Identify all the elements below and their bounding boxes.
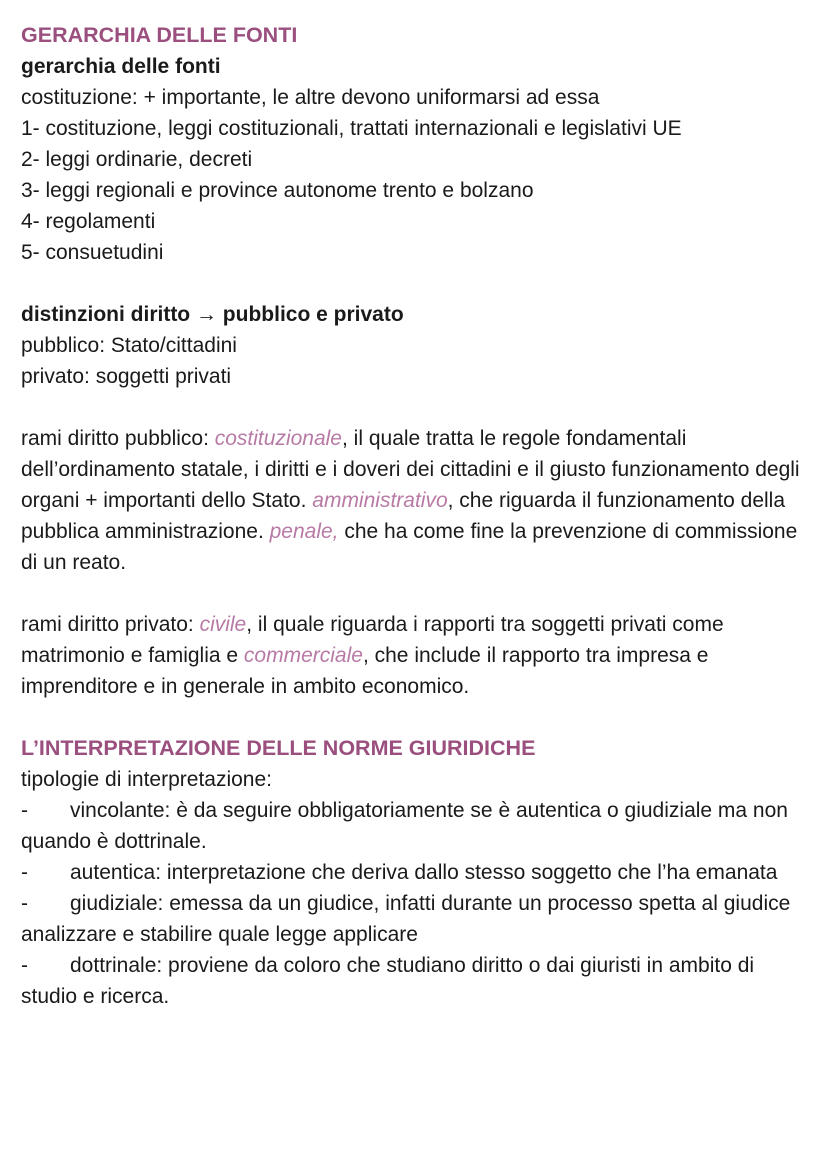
spacer	[21, 578, 804, 609]
bullet-item	[21, 888, 804, 950]
list-item: 2- leggi ordinarie, decreti	[21, 148, 253, 171]
paragraph-rami-pubblico	[21, 423, 804, 578]
paragraph-rami-privato	[21, 609, 804, 702]
subheading-gerarchia: gerarchia delle fonti	[21, 55, 221, 78]
list-item: 1- costituzione, leggi costituzionali, trattati internazionali e legislativi UE	[21, 117, 682, 140]
bullet-text: autentica: interpretazione che deriva dallo stesso soggetto che l’ha emanata	[70, 861, 778, 884]
text-run: , il quale riguarda i rapporti tra soggetti privati come matrimonio e famiglia e	[21, 613, 724, 667]
text-run: , il quale tratta le regole fondamentali dell’ordinamento statale, i diritti e i doveri dei cittadini e il giusto funzionamento degli organi + importanti dello Stato.	[21, 427, 800, 512]
section-heading-gerarchia: GERARCHIA DELLE FONTI	[21, 23, 298, 47]
text-run: , che include il rapporto tra impresa e imprenditore e in generale in ambito economico.	[21, 644, 709, 698]
section-heading-interpretazione: L’INTERPRETAZIONE DELLE NORME GIURIDICHE	[21, 736, 536, 760]
bullet-text: dottrinale: proviene da coloro che studiano diritto o dai giuristi in ambito di studio e ricerca.	[21, 954, 755, 1008]
bullet-text: vincolante: è da seguire obbligatoriamente se è autentica o giudiziale ma non quando è dottrinale.	[21, 799, 788, 853]
text-line: pubblico: Stato/cittadini	[21, 334, 237, 357]
text-run: rami diritto pubblico:	[21, 427, 215, 450]
list-item: 5- consuetudini	[21, 241, 164, 264]
spacer	[21, 268, 804, 299]
bullet-item	[21, 857, 804, 888]
text-run: rami diritto privato:	[21, 613, 200, 636]
spacer	[21, 392, 804, 423]
bullet-dash: -	[21, 892, 28, 915]
text-run: che ha come fine la prevenzione di commissione di un reato.	[21, 520, 798, 574]
highlight-term: amministrativo	[312, 489, 448, 512]
list-item: 3- leggi regionali e province autonome trento e bolzano	[21, 179, 534, 202]
highlight-term: civile	[199, 613, 247, 636]
bullet-item	[21, 950, 804, 1012]
subheading-distinzioni: distinzioni diritto → pubblico e privato	[21, 303, 404, 326]
list-item: 4- regolamenti	[21, 210, 156, 233]
text-line: privato: soggetti privati	[21, 365, 232, 388]
intro-line: costituzione: + importante, le altre devono uniformarsi ad essa	[21, 86, 600, 109]
bullet-dash: -	[21, 954, 28, 977]
intro-line: tipologie di interpretazione:	[21, 768, 272, 791]
text-run: , che riguarda il funzionamento della pubblica amministrazione.	[21, 489, 786, 543]
bullet-dash: -	[21, 799, 28, 822]
bullet-dash: -	[21, 861, 28, 884]
spacer	[21, 702, 804, 733]
highlight-term: penale,	[269, 520, 339, 543]
bullet-text: giudiziale: emessa da un giudice, infatti durante un processo spetta al giudice analizzare e stabilire quale legge applicare	[21, 892, 791, 946]
highlight-term: costituzionale	[214, 427, 342, 450]
bullet-item	[21, 795, 804, 857]
highlight-term: commerciale	[243, 644, 363, 667]
